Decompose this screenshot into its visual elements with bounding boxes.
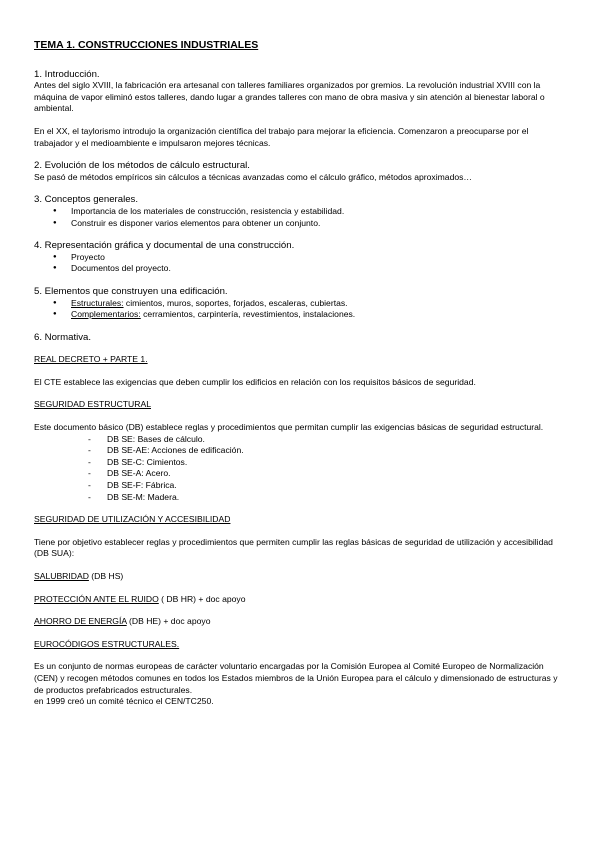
item-label: Complementarios: bbox=[71, 309, 141, 320]
section-5-list bbox=[34, 298, 566, 321]
section-1-heading: 1. Introducción. bbox=[34, 68, 100, 80]
section-3-list bbox=[34, 206, 566, 229]
section-6-heading: 6. Normativa. bbox=[34, 331, 92, 343]
list-item: - DB SE-C: Cimientos. bbox=[34, 457, 566, 469]
list-item: - DB SE-AE: Acciones de edificación. bbox=[34, 445, 566, 457]
list-item: - DB SE-A: Acero. bbox=[34, 468, 566, 480]
document-page bbox=[34, 40, 566, 708]
list-item: ● Documentos del proyecto. bbox=[34, 263, 566, 275]
eurocodigos-text: Es un conjunto de normas europeas de carácter voluntario encargadas por la Comisión Europea al Comité Europeo de Normalización (CEN) y recogen métodos comunes en todos los Estados miembros de la Unión Europea para el cálculo y dimensionado de estructuras y de productos prefabricados estructurales. bbox=[34, 661, 558, 695]
eurocodigos-heading: EUROCÓDIGOS ESTRUCTURALES. bbox=[34, 638, 180, 649]
ruido-label: PROTECCIÓN ANTE EL RUIDO bbox=[34, 593, 159, 604]
section-1-paragraph-1: Antes del siglo XVIII, la fabricación era artesanal con talleres familiares organizados por gremios. La revolución industrial XVIII con la máquina de vapor eliminó estos talleres, dando lugar a grandes talleres con mano de obra masiva y sin atención al bienestar laboral o ambiental. bbox=[34, 80, 545, 114]
energia-line bbox=[34, 616, 566, 628]
section-3-heading: 3. Conceptos generales. bbox=[34, 194, 138, 206]
ruido-line bbox=[34, 594, 566, 606]
list-item: ● Proyecto bbox=[34, 252, 566, 264]
list-item: - DB SE-M: Madera. bbox=[34, 492, 566, 504]
real-decreto-heading: REAL DECRETO + PARTE 1. bbox=[34, 354, 148, 365]
section-2-paragraph: Se pasó de métodos empíricos sin cálculos a técnicas avanzadas como el cálculo gráfico, métodos aproximados… bbox=[34, 171, 473, 182]
energia-text: (DB HE) + doc apoyo bbox=[126, 616, 211, 627]
seguridad-estructural-text: Este documento básico (DB) establece reglas y procedimientos que permitan cumplir las exigencias básicas de seguridad estructural. bbox=[34, 422, 544, 433]
salubridad-text: (DB HS) bbox=[88, 571, 124, 581]
page-title: TEMA 1. CONSTRUCCIONES INDUSTRIALES bbox=[34, 39, 259, 51]
list-item: ● Construir es disponer varios elementos para obtener un conjunto. bbox=[34, 218, 566, 230]
section-2-heading: 2. Evolución de los métodos de cálculo estructural. bbox=[34, 160, 250, 172]
item-text: cerramientos, carpintería, revestimientos, instalaciones. bbox=[140, 309, 356, 320]
eurocodigos-text-2: en 1999 creó un comité técnico el CEN/TC250. bbox=[34, 696, 214, 707]
list-item bbox=[34, 298, 566, 310]
sua-heading: SEGURIDAD DE UTILIZACIÓN Y ACCESIBILIDAD bbox=[34, 514, 231, 525]
list-item bbox=[34, 309, 566, 321]
db-list bbox=[34, 434, 566, 504]
salubridad-line bbox=[34, 571, 566, 583]
seguridad-estructural-heading: SEGURIDAD ESTRUCTURAL bbox=[34, 399, 151, 410]
sua-text: Tiene por objetivo establecer reglas y procedimientos que permiten cumplir las reglas básicas de seguridad de utilización y accesibilidad (DB SUA): bbox=[34, 536, 553, 559]
energia-label: AHORRO DE ENERGÍA bbox=[34, 616, 127, 627]
salubridad-label: SALUBRIDAD bbox=[34, 571, 89, 581]
real-decreto-text: El CTE establece las exigencias que deben cumplir los edificios en relación con los requisitos básicos de seguridad. bbox=[34, 376, 476, 387]
item-label: Estructurales: bbox=[71, 297, 124, 308]
section-4-heading: 4. Representación gráfica y documental de una construcción. bbox=[34, 240, 295, 252]
section-5-heading: 5. Elementos que construyen una edificación. bbox=[34, 285, 228, 297]
list-item: - DB SE: Bases de cálculo. bbox=[34, 434, 566, 446]
section-1-paragraph-2: En el XX, el taylorismo introdujo la organización científica del trabajo para mejorar la eficiencia. Comenzaron a preocuparse por el trabajador y el medioambiente e impulsaron mejores técnicas. bbox=[34, 125, 529, 148]
list-item: ● Importancia de los materiales de construcción, resistencia y estabilidad. bbox=[34, 206, 566, 218]
item-text: cimientos, muros, soportes, forjados, escaleras, cubiertas. bbox=[123, 297, 348, 308]
section-4-list bbox=[34, 252, 566, 275]
list-item: - DB SE-F: Fábrica. bbox=[34, 480, 566, 492]
ruido-text: ( DB HR) + doc apoyo bbox=[158, 593, 246, 604]
